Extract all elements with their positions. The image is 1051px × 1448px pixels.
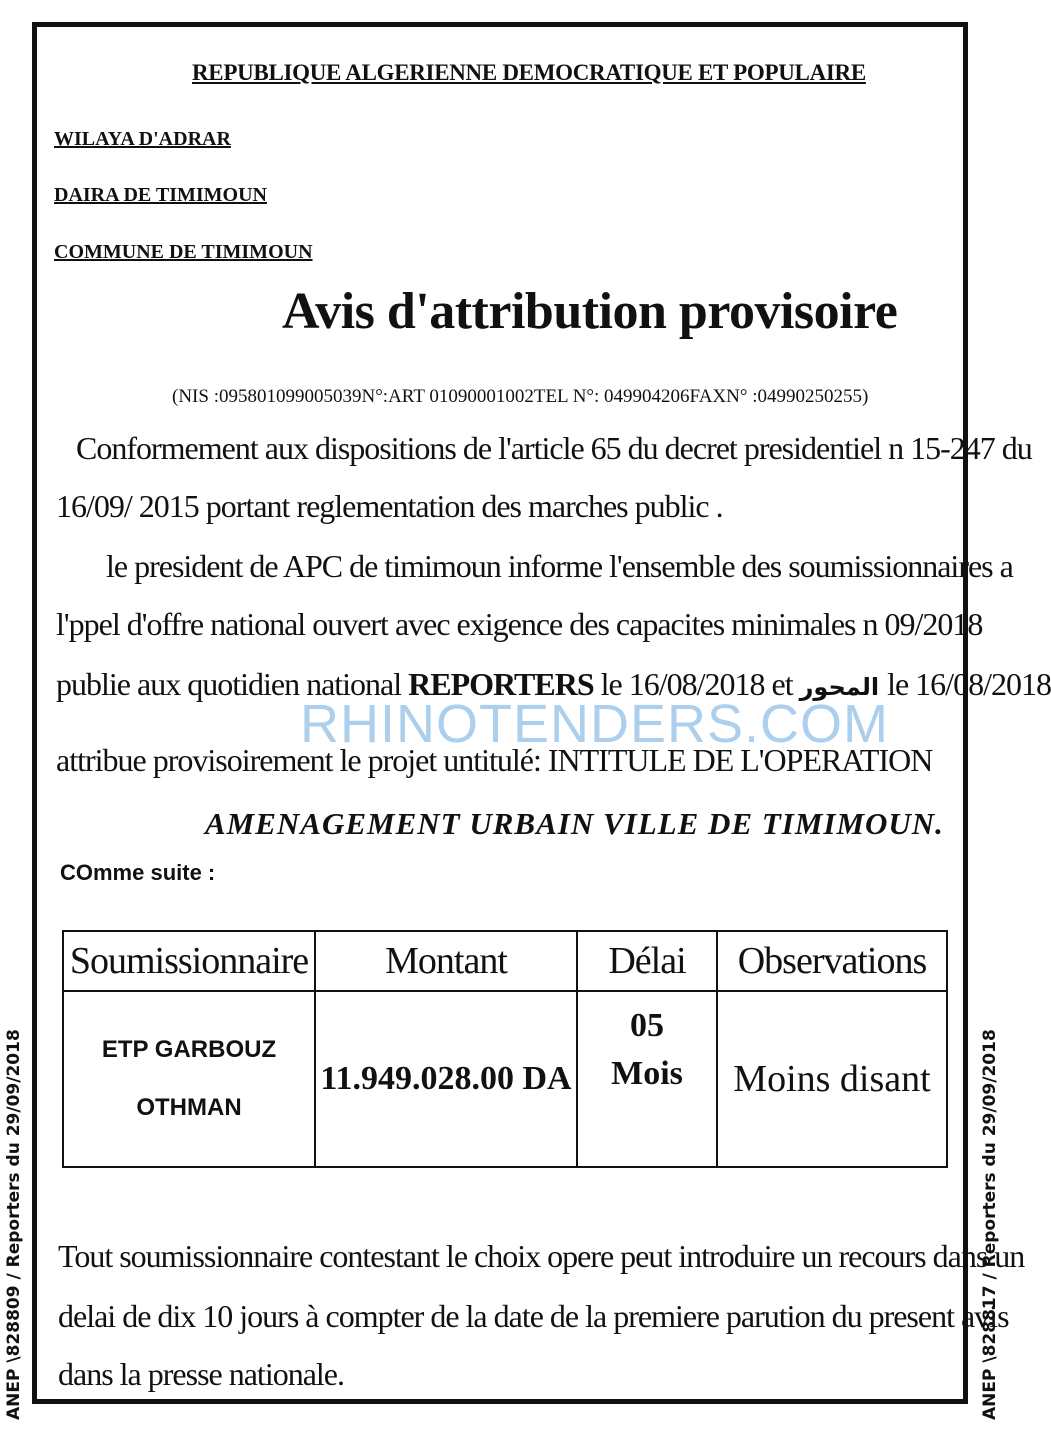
- amount-cell: 11.949.028.00 DA: [315, 991, 577, 1167]
- publication-text: publie aux quotidien national: [56, 666, 409, 702]
- table-row: [63, 991, 947, 1167]
- header-montant: Montant: [315, 931, 577, 991]
- paragraph-1-line-2: 16/09/ 2015 portant reglementation des marches public .: [56, 488, 723, 524]
- footer-line-2: delai de dix 10 jours à compter de la date de la premiere parution du present avis: [58, 1298, 1009, 1334]
- wilaya-label: WILAYA D'ADRAR: [54, 128, 231, 150]
- publication-date-text-2: le 16/08/2018: [879, 666, 1051, 702]
- paragraph-1-line-1: Conformement aux dispositions de l'article 65 du decret presidentiel n 15-247 du: [76, 430, 1032, 466]
- observation-cell: Moins disant: [717, 991, 947, 1167]
- bidder-cell: [63, 991, 315, 1167]
- newspaper-reporters: REPORTERS: [408, 666, 594, 702]
- watermark: RHINOTENDERS.COM: [300, 694, 890, 754]
- daira-label: DAIRA DE TIMIMOUN: [54, 184, 267, 206]
- delay-cell: [577, 991, 717, 1167]
- paragraph-2-line-1: le president de APC de timimoun informe l'ensemble des soumissionnaires a: [106, 548, 1013, 584]
- reference-line: (NIS :095801099005039N°:ART 01090001002TEL N°: 049904206FAXN° :04990250255): [172, 386, 869, 407]
- publication-date-text: le 16/08/2018 et: [593, 666, 800, 702]
- side-stamp-right: ANEP \828817 / Reporters du 29/09/2018: [980, 1029, 1000, 1420]
- table-header-row: [63, 931, 947, 991]
- footer-line-3: dans la presse nationale.: [58, 1356, 344, 1392]
- results-table: [62, 930, 948, 1168]
- commune-label: COMMUNE DE TIMIMOUN: [54, 241, 313, 263]
- republic-heading: REPUBLIQUE ALGERIENNE DEMOCRATIQUE ET POPULAIRE: [192, 60, 866, 85]
- delay-value: 05: [630, 1007, 664, 1044]
- header-soumissionnaire: Soumissionnaire: [63, 931, 315, 991]
- bidder-name-line-1: ETP GARBOUZ: [101, 1036, 277, 1063]
- notice-title: Avis d'attribution provisoire: [282, 283, 898, 340]
- header-delai: Délai: [577, 931, 717, 991]
- bidder-name-line-2: OTHMAN: [136, 1094, 242, 1121]
- paragraph-2-line-4: attribue provisoirement le projet untitulé: INTITULE DE L'OPERATION: [56, 742, 933, 778]
- comme-suite-label: COmme suite :: [60, 860, 216, 885]
- side-stamp-left: ANEP \828809 / Reporters du 29/09/2018: [4, 1029, 24, 1420]
- header-observations: Observations: [717, 931, 947, 991]
- footer-line-1: Tout soumissionnaire contestant le choix opere peut introduire un recours dans un: [58, 1238, 1025, 1274]
- paragraph-2-line-2: l'ppel d'offre national ouvert avec exigence des capacites minimales n 09/2018: [56, 606, 983, 642]
- delay-unit: Mois: [611, 1055, 683, 1092]
- operation-title: AMENAGEMENT URBAIN VILLE DE TIMIMOUN.: [205, 806, 944, 841]
- newspaper-arabic: المحور: [799, 673, 880, 701]
